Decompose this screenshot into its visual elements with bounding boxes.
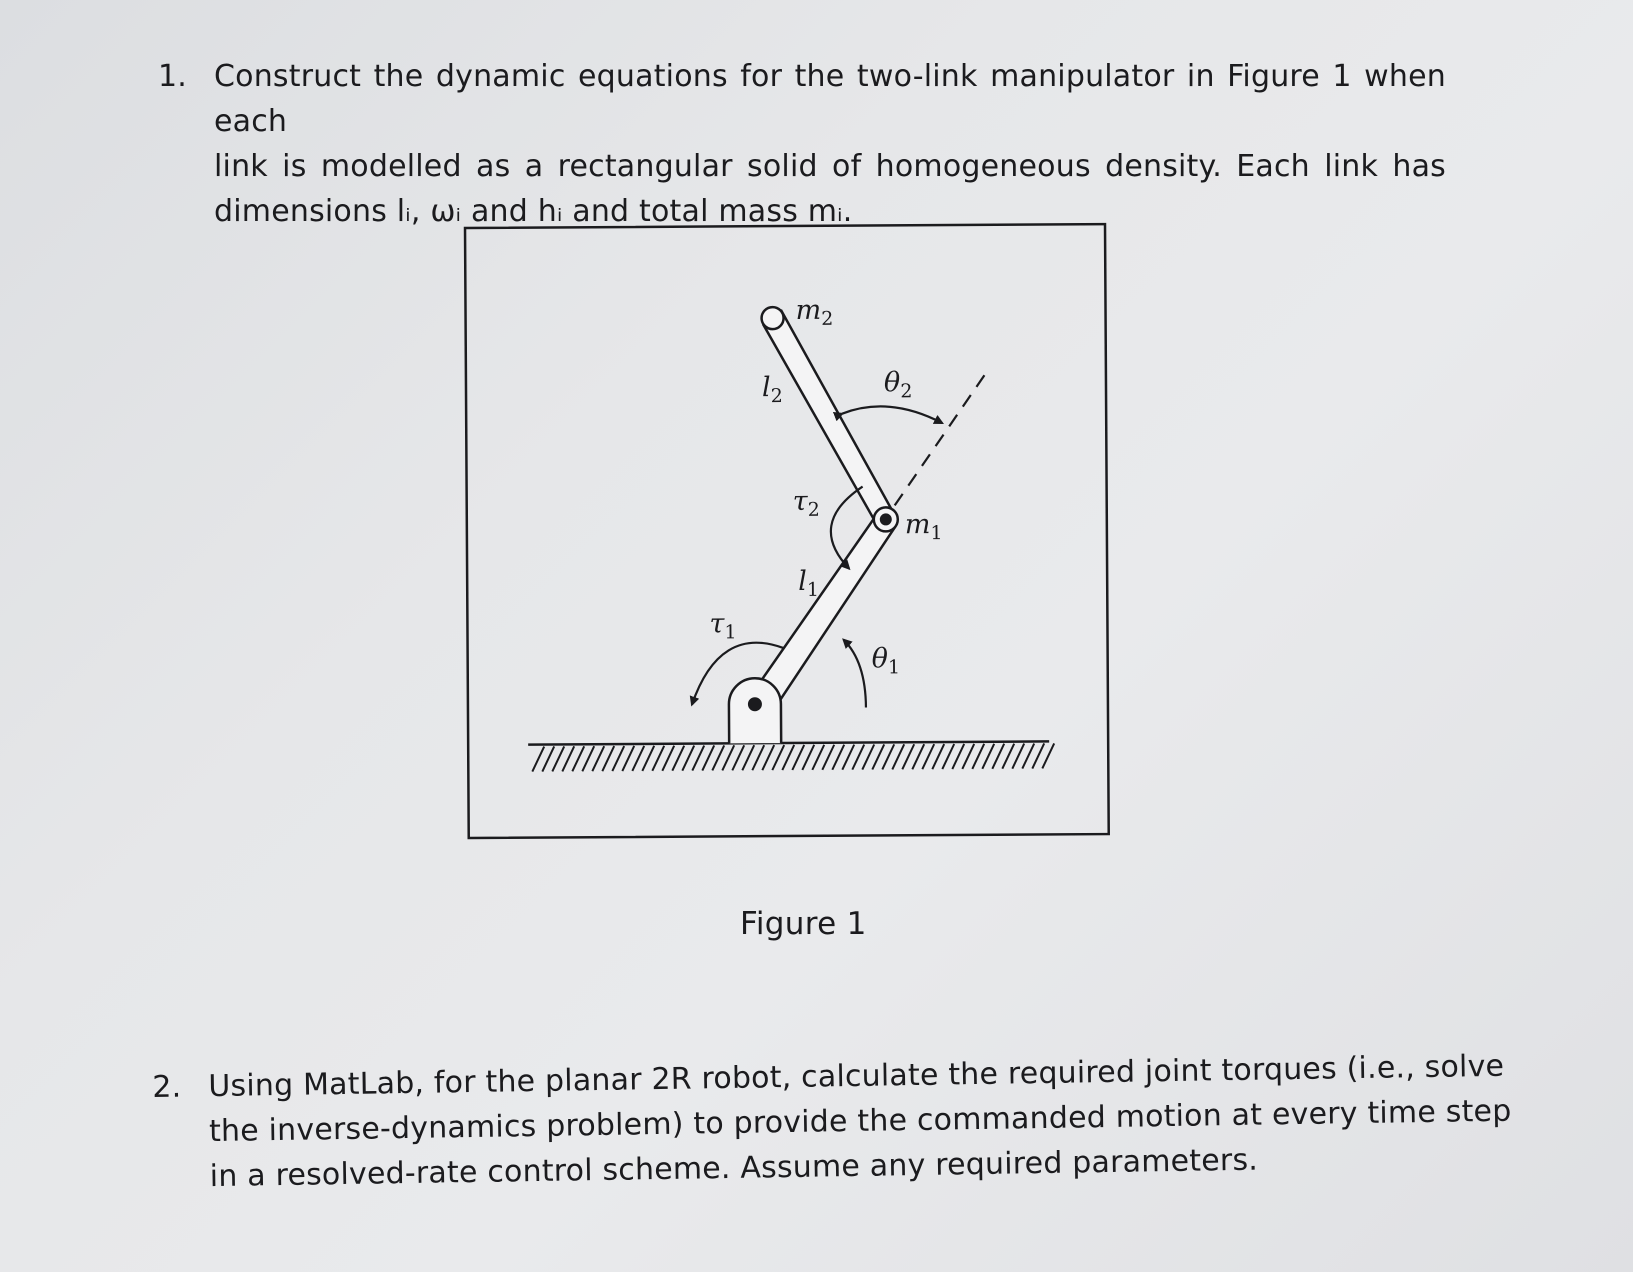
theta2-arc xyxy=(842,406,942,424)
question-text xyxy=(214,54,1446,234)
label-m2: $m_2$ xyxy=(795,294,834,330)
label-tau2: $\tau_2$ xyxy=(792,485,820,521)
question-line: dimensions lᵢ, ωᵢ and hᵢ and total mass mᵢ. xyxy=(214,194,853,229)
label-l2: $l_2$ xyxy=(761,372,783,408)
base-joint xyxy=(729,678,781,743)
label-m1: $m_1$ xyxy=(904,509,943,545)
label-theta1: $\theta_1$ xyxy=(871,643,901,679)
question-line: the inverse-dynamics problem) to provide the commanded motion at every time step xyxy=(208,1093,1512,1150)
question-number: 2. xyxy=(152,1069,182,1105)
label-l1: $l_1$ xyxy=(798,565,820,601)
figure-1 xyxy=(463,222,1112,841)
ground-hatching xyxy=(532,743,1054,771)
figure-caption: Figure 1 xyxy=(740,906,867,942)
ground-line xyxy=(528,741,1049,744)
question-number: 1. xyxy=(158,59,188,94)
elbow-joint xyxy=(874,507,898,531)
question-line: in a resolved-rate control scheme. Assume any required parameters. xyxy=(209,1142,1259,1195)
label-tau1: $\tau_1$ xyxy=(709,608,737,644)
link-2 xyxy=(761,310,894,525)
question-line: link is modelled as a rectangular solid of homogeneous density. Each link has xyxy=(214,149,1446,184)
question-text xyxy=(208,1044,1510,1199)
question-line: Construct the dynamic equations for the two-link manipulator in Figure 1 when each xyxy=(214,59,1446,139)
question-line: Using MatLab, for the planar 2R robot, calculate the required joint torques (i.e., solve xyxy=(208,1048,1505,1105)
manipulator-diagram xyxy=(463,222,1112,841)
label-theta2: $\theta_2$ xyxy=(883,367,913,403)
question-2 xyxy=(152,1043,1552,1195)
tip-joint xyxy=(762,307,784,329)
theta1-arc xyxy=(844,640,866,708)
